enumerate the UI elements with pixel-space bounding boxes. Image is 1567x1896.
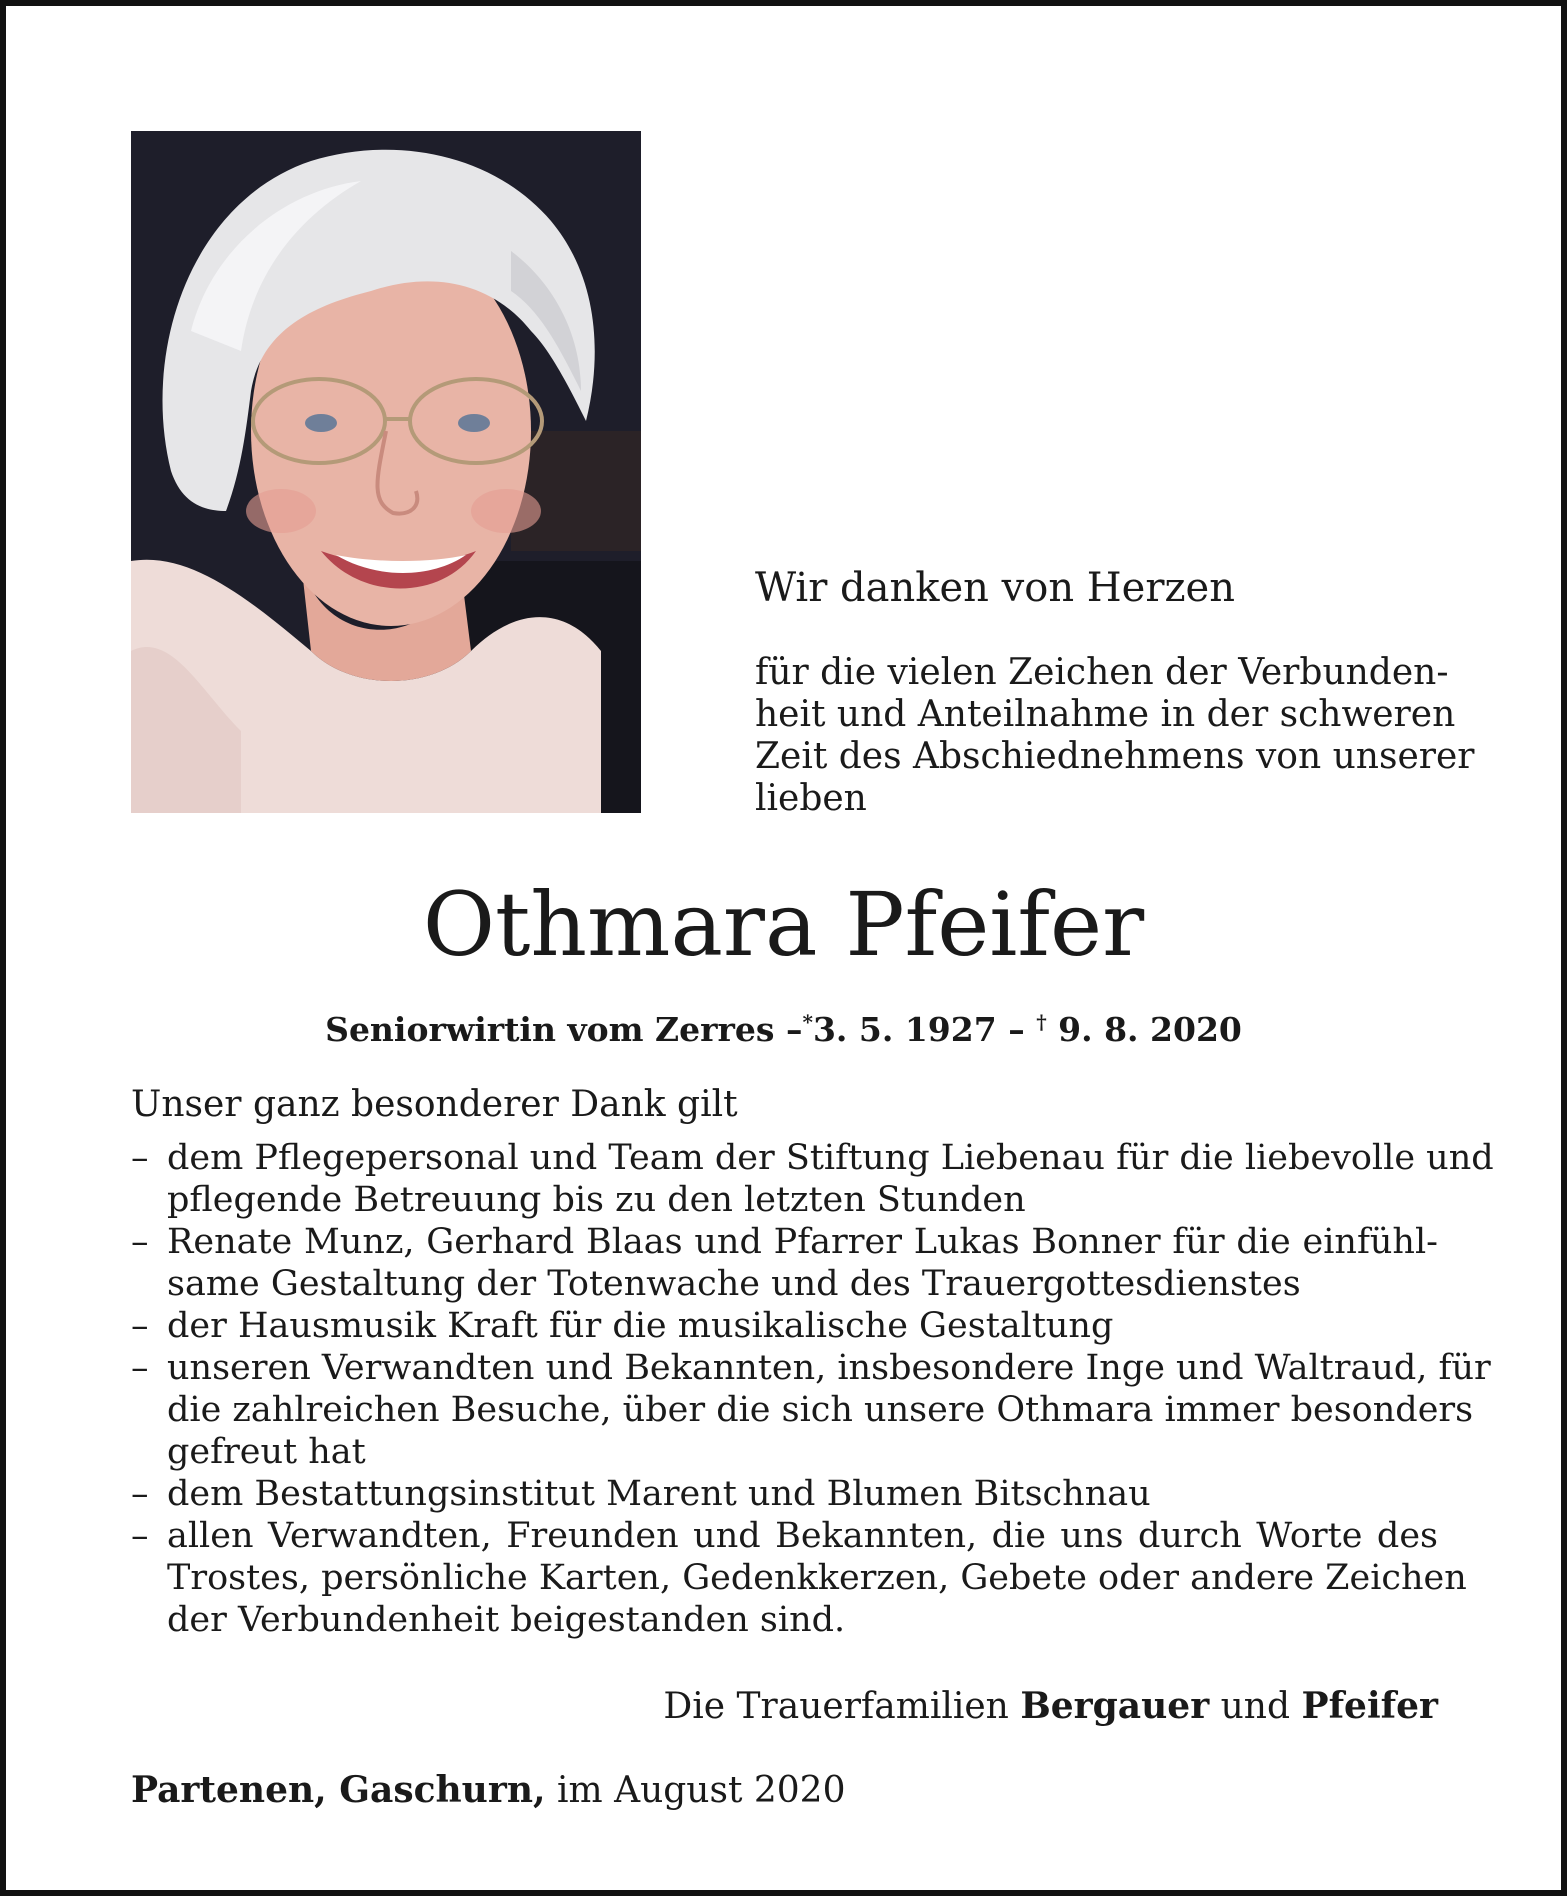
portrait-photo-icon: [131, 131, 641, 813]
portrait-photo: [131, 131, 641, 813]
list-dash: –: [131, 1474, 149, 1514]
thanks-line: lieben: [755, 778, 867, 819]
place-date: [131, 1768, 846, 1813]
list-item-line: der Verbundenheit beigestanden sind.: [167, 1600, 846, 1640]
list-item-line: Renate Munz, Gerhard Blaas und Pfarrer Lukas Bonner für die einfühl-: [167, 1222, 1438, 1262]
birth-mark: *: [802, 1010, 813, 1034]
list-item-line: dem Bestattungsinstitut Marent und Blumen Bitschnau: [167, 1474, 1151, 1514]
list-item: [131, 1473, 1438, 1515]
list-item: [131, 1137, 1494, 1221]
death-mark: †: [1036, 1010, 1047, 1034]
deceased-role: Seniorwirtin vom Zerres: [325, 1010, 775, 1049]
list-item-line: unseren Verwandten und Bekannten, insbesondere Inge und Waltraud, für: [167, 1348, 1491, 1388]
list-dash: –: [131, 1306, 149, 1346]
signature-prefix: Die Trauerfamilien: [663, 1686, 1009, 1727]
list-item-line: Trostes, persönliche Karten, Gedenkkerzen, Gebete oder andere Zeichen: [167, 1558, 1467, 1598]
list-item-line: pflegende Betreuung bis zu den letzten Stunden: [167, 1180, 1026, 1220]
signature-conj: und: [1220, 1686, 1291, 1727]
thanks-paragraph: [755, 652, 1475, 820]
list-item: [131, 1305, 1438, 1347]
list-item-line: same Gestaltung der Totenwache und des Trauergottesdienstes: [167, 1264, 1301, 1304]
thanks-line: heit und Anteilnahme in der schweren: [755, 694, 1456, 735]
signature: [663, 1684, 1438, 1729]
list-dash: –: [131, 1222, 149, 1262]
list-dash: –: [131, 1138, 149, 1178]
dank-intro: Unser ganz besonderer Dank gilt: [131, 1084, 738, 1125]
birth-date: 3. 5. 1927: [812, 1010, 997, 1049]
list-item-line: dem Pflegepersonal und Team der Stiftung Liebenau für die liebevolle und: [167, 1138, 1494, 1178]
list-item: [131, 1515, 1467, 1641]
family-name: Bergauer: [1020, 1685, 1210, 1727]
deceased-name: Othmara Pfeifer: [422, 873, 1145, 976]
list-item-line: gefreut hat: [167, 1432, 366, 1472]
list-item-line: der Hausmusik Kraft für die musikalische Gestaltung: [167, 1306, 1114, 1346]
list-dash: –: [131, 1348, 149, 1388]
thanks-line: Zeit des Abschiednehmens von unserer: [755, 736, 1475, 777]
list-item-line: die zahlreichen Besuche, über die sich unsere Othmara immer besonders: [167, 1390, 1474, 1430]
place-date-text: im August 2020: [556, 1770, 846, 1811]
separator: –: [785, 1010, 803, 1049]
death-date: 9. 8. 2020: [1058, 1010, 1242, 1049]
thanks-heading: Wir danken von Herzen: [755, 565, 1235, 611]
list-dash: –: [131, 1516, 149, 1556]
separator: –: [1008, 1010, 1025, 1049]
thanks-line: für die vielen Zeichen der Verbunden-: [755, 652, 1449, 693]
dank-list: [131, 1137, 1494, 1641]
list-item-line: allen Verwandten, Freunden und Bekannten, die uns durch Worte des: [167, 1516, 1438, 1556]
list-item: [131, 1347, 1491, 1473]
family-name: Pfeifer: [1301, 1685, 1438, 1727]
list-item: [131, 1221, 1438, 1305]
deceased-subtitle: [0, 1000, 1567, 1052]
place-location: Partenen, Gaschurn,: [131, 1769, 546, 1811]
